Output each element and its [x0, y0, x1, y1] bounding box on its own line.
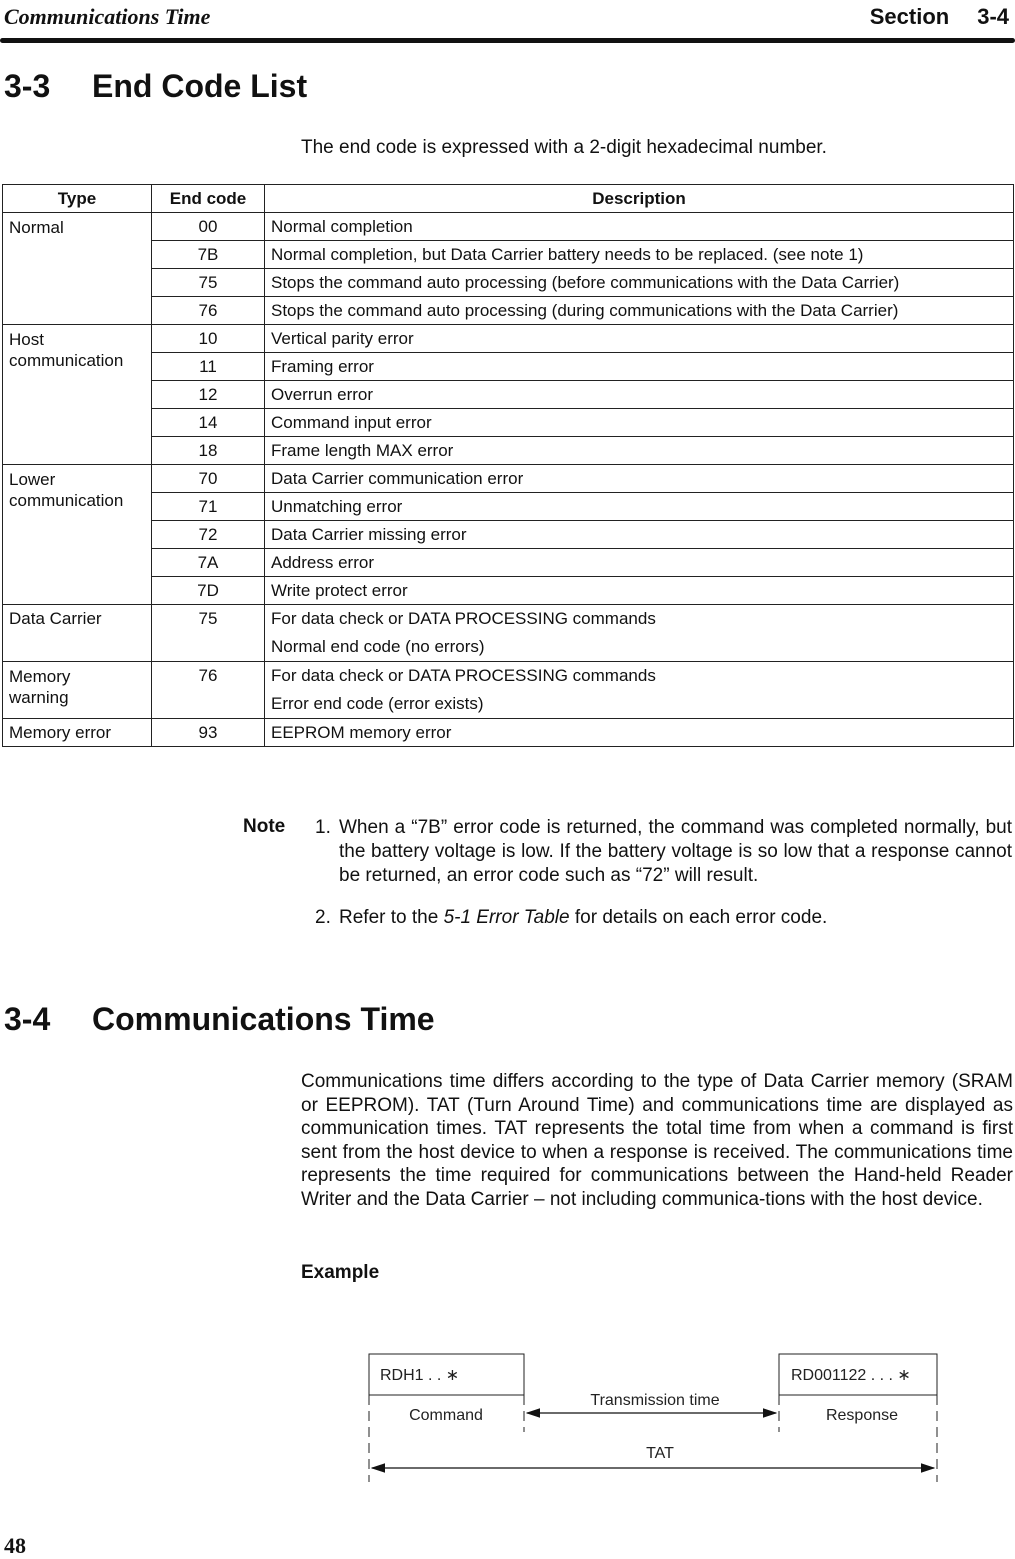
- section-label: Section: [869, 4, 950, 29]
- description: Stops the command auto processing (during communications with the Data Carrier): [265, 297, 1014, 325]
- section-3-3-title: End Code List: [92, 68, 308, 104]
- description: Overrun error: [265, 381, 1014, 409]
- note-text: When a “7B” error code is returned, the command was completed normally, but the battery voltage is low. If the battery voltage is so low that a response cannot be returned, an error code such as “72” will result.: [339, 817, 1012, 886]
- error-table-reference: 5-1 Error Table: [443, 907, 570, 928]
- end-code: 93: [152, 719, 265, 747]
- end-code: 7A: [152, 549, 265, 577]
- end-code-intro: The end code is expressed with a 2-digit hexadecimal number.: [301, 137, 827, 158]
- header-end-code: End code: [152, 185, 265, 213]
- transmission-time-label: Transmission time: [590, 1392, 720, 1409]
- end-code: 76: [152, 662, 265, 719]
- note-text: Refer to the 5-1 Error Table for details on each error code.: [339, 907, 828, 928]
- description: Normal completion: [265, 213, 1014, 241]
- type-data-carrier: Data Carrier: [3, 605, 152, 662]
- section-number: 3-4: [977, 4, 1009, 29]
- note-number: 1.: [315, 817, 331, 838]
- section-3-3-number: 3-3: [4, 68, 51, 104]
- description: Data Carrier missing error: [265, 521, 1014, 549]
- end-code: 10: [152, 325, 265, 353]
- page-number: 48: [4, 1533, 26, 1558]
- running-title: Communications Time: [4, 4, 211, 29]
- description: Stops the command auto processing (before communications with the Data Carrier): [265, 269, 1014, 297]
- end-code: 14: [152, 409, 265, 437]
- description: Frame length MAX error: [265, 437, 1014, 465]
- description: Write protect error: [265, 577, 1014, 605]
- end-code: 00: [152, 213, 265, 241]
- description: For data check or DATA PROCESSING commands Error end code (error exists): [265, 662, 1014, 719]
- response-box-text: RD001122 . . . ∗: [791, 1367, 911, 1384]
- command-label: Command: [409, 1407, 483, 1424]
- type-lower-communication: Lower communication: [3, 465, 152, 605]
- end-code: 76: [152, 297, 265, 325]
- end-code: 71: [152, 493, 265, 521]
- response-label: Response: [825, 1407, 899, 1424]
- end-code: 72: [152, 521, 265, 549]
- type-memory-warning: Memory warning: [3, 662, 152, 719]
- communications-time-body: Communications time differs according to the type of Data Carrier memory (SRAM or EEPROM). TAT (Turn Around Time) and communications time are displayed as communication times. TAT represents the total time from when a command is first sent from the host device to when a response is received. The communications time represents the time required for communications between the Hand-held Reader Writer and the Data Carrier – not including communica-tions with the host device.: [301, 1071, 1013, 1210]
- end-code: 12: [152, 381, 265, 409]
- type-host-communication: Host communication: [3, 325, 152, 465]
- header-type: Type: [3, 185, 152, 213]
- type-memory-error: Memory error: [3, 719, 152, 747]
- section-3-4-title: Communications Time: [92, 1001, 435, 1037]
- description: Unmatching error: [265, 493, 1014, 521]
- description: Framing error: [265, 353, 1014, 381]
- header-description: Description: [265, 185, 1014, 213]
- end-code: 7B: [152, 241, 265, 269]
- description: EEPROM memory error: [265, 719, 1014, 747]
- type-normal: Normal: [3, 213, 152, 325]
- end-code: 75: [152, 605, 265, 662]
- example-label: Example: [301, 1262, 380, 1283]
- end-code: 18: [152, 437, 265, 465]
- section-3-4-number: 3-4: [4, 1001, 51, 1037]
- tat-label: TAT: [646, 1445, 674, 1462]
- note-number: 2.: [315, 907, 331, 928]
- description: Normal completion, but Data Carrier battery needs to be replaced. (see note 1): [265, 241, 1014, 269]
- command-box-text: RDH1 . . ∗: [380, 1367, 460, 1384]
- end-code: 7D: [152, 577, 265, 605]
- description: For data check or DATA PROCESSING commands Normal end code (no errors): [265, 605, 1014, 662]
- description: Address error: [265, 549, 1014, 577]
- note-label: Note: [243, 816, 286, 837]
- description: Command input error: [265, 409, 1014, 437]
- description: Vertical parity error: [265, 325, 1014, 353]
- end-code: 75: [152, 269, 265, 297]
- end-code: 11: [152, 353, 265, 381]
- description: Data Carrier communication error: [265, 465, 1014, 493]
- end-code: 70: [152, 465, 265, 493]
